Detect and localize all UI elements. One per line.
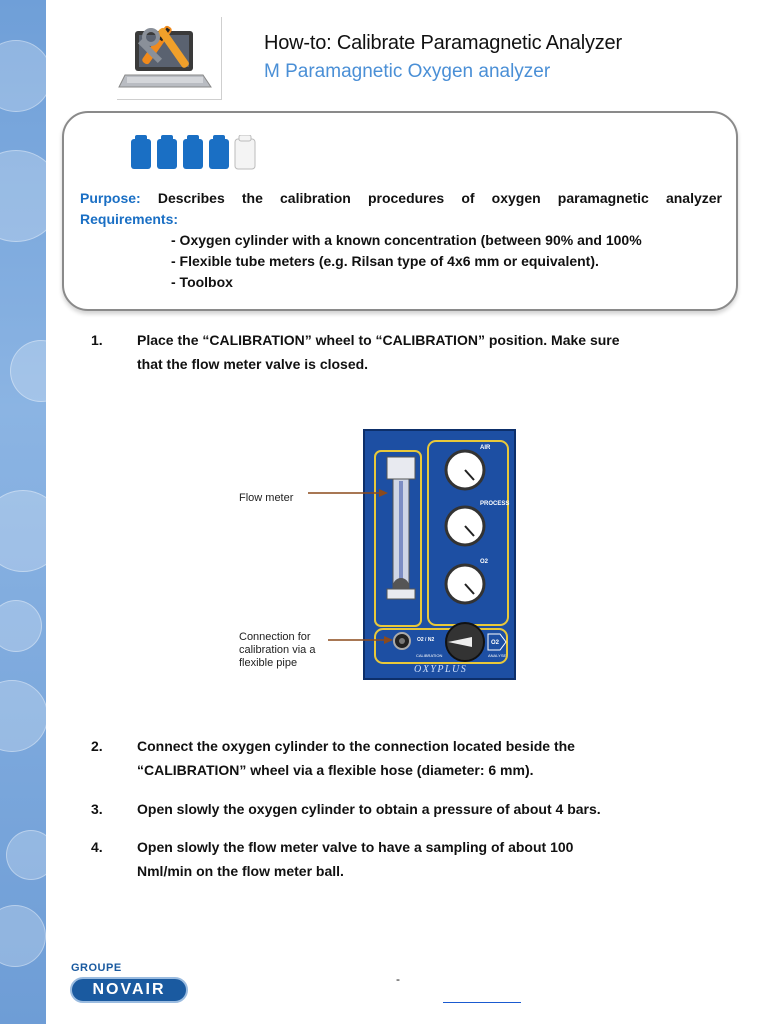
switch-left-label: O2 / N2 <box>417 637 435 643</box>
gauge-label-air: AIR <box>480 445 491 451</box>
step-number: 4. <box>91 839 103 855</box>
brand-label: OXYPLUS <box>414 664 468 675</box>
callout-line: calibration via a <box>239 644 316 656</box>
air-gauge <box>446 451 484 489</box>
step-line: that the flow meter valve is closed. <box>137 356 369 372</box>
requirement-item: - Oxygen cylinder with a known concentration (between 90% and 100% <box>171 232 642 248</box>
step-line: Connect the oxygen cylinder to the connection located beside the <box>137 738 575 754</box>
step-number: 1. <box>91 332 103 348</box>
switch-bottom-left-label: CALIBRATION <box>416 653 443 658</box>
step-line: Open slowly the oxygen cylinder to obtain a pressure of about 4 bars. <box>137 801 601 817</box>
gauge-label-process: PROCESS <box>480 501 510 507</box>
calibration-connection-port <box>394 633 410 649</box>
footer-groupe-label: GROUPE <box>71 962 122 974</box>
requirement-item: - Toolbox <box>171 274 233 290</box>
calibration-wheel <box>446 623 484 661</box>
cylinder-icon-1 <box>131 135 151 169</box>
page-subtitle: M Paramagnetic Oxygen analyzer <box>264 61 551 82</box>
step-text <box>137 734 697 782</box>
footer-page-marker: - <box>396 972 400 986</box>
requirements-label: Requirements: <box>80 211 179 227</box>
difficulty-rating <box>129 135 269 171</box>
process-gauge <box>446 507 484 545</box>
switch-right-label: O2 <box>491 640 500 646</box>
side-decoration-band <box>0 0 46 1024</box>
cylinder-icon-2 <box>157 135 177 169</box>
callout-flow-meter: Flow meter <box>239 492 294 504</box>
step-line: “CALIBRATION” wheel via a flexible hose (diameter: 6 mm). <box>137 762 534 778</box>
callout-connection <box>239 631 315 670</box>
gauge-label-o2: O2 <box>480 559 489 565</box>
page-title: How-to: Calibrate Paramagnetic Analyzer <box>264 32 622 54</box>
switch-bottom-right-label: ANALYSE <box>488 653 507 658</box>
cylinder-icon-3 <box>183 135 203 169</box>
analyzer-panel-figure <box>236 429 520 681</box>
step-number: 2. <box>91 738 103 754</box>
laptop-tools-icon <box>117 17 217 97</box>
purpose-label: Purpose: <box>80 190 141 206</box>
header-logo <box>117 17 222 100</box>
step-line: Nml/min on the flow meter ball. <box>137 863 344 879</box>
o2-gauge <box>446 565 484 603</box>
step-line: Place the “CALIBRATION” wheel to “CALIBRATION” position. Make sure <box>137 332 620 348</box>
requirement-item: - Flexible tube meters (e.g. Rilsan type of 4x6 mm or equivalent). <box>171 253 599 269</box>
step-text <box>137 835 697 883</box>
callout-line: Connection for <box>239 631 311 643</box>
footer-link-underline[interactable] <box>443 1002 521 1003</box>
callout-line: flexible pipe <box>239 657 298 669</box>
purpose-text <box>80 190 722 206</box>
cylinder-icon-5-empty <box>235 135 255 169</box>
step-number: 3. <box>91 801 103 817</box>
cylinder-icon-4 <box>209 135 229 169</box>
footer-brand-logo: NOVAIR <box>70 977 188 1003</box>
purpose-description: Describes the calibration procedures of oxygen paramagnetic analyzer <box>157 190 723 206</box>
step-text <box>137 797 697 821</box>
step-line: Open slowly the flow meter valve to have a sampling of about 100 <box>137 839 574 855</box>
step-text <box>137 328 697 376</box>
